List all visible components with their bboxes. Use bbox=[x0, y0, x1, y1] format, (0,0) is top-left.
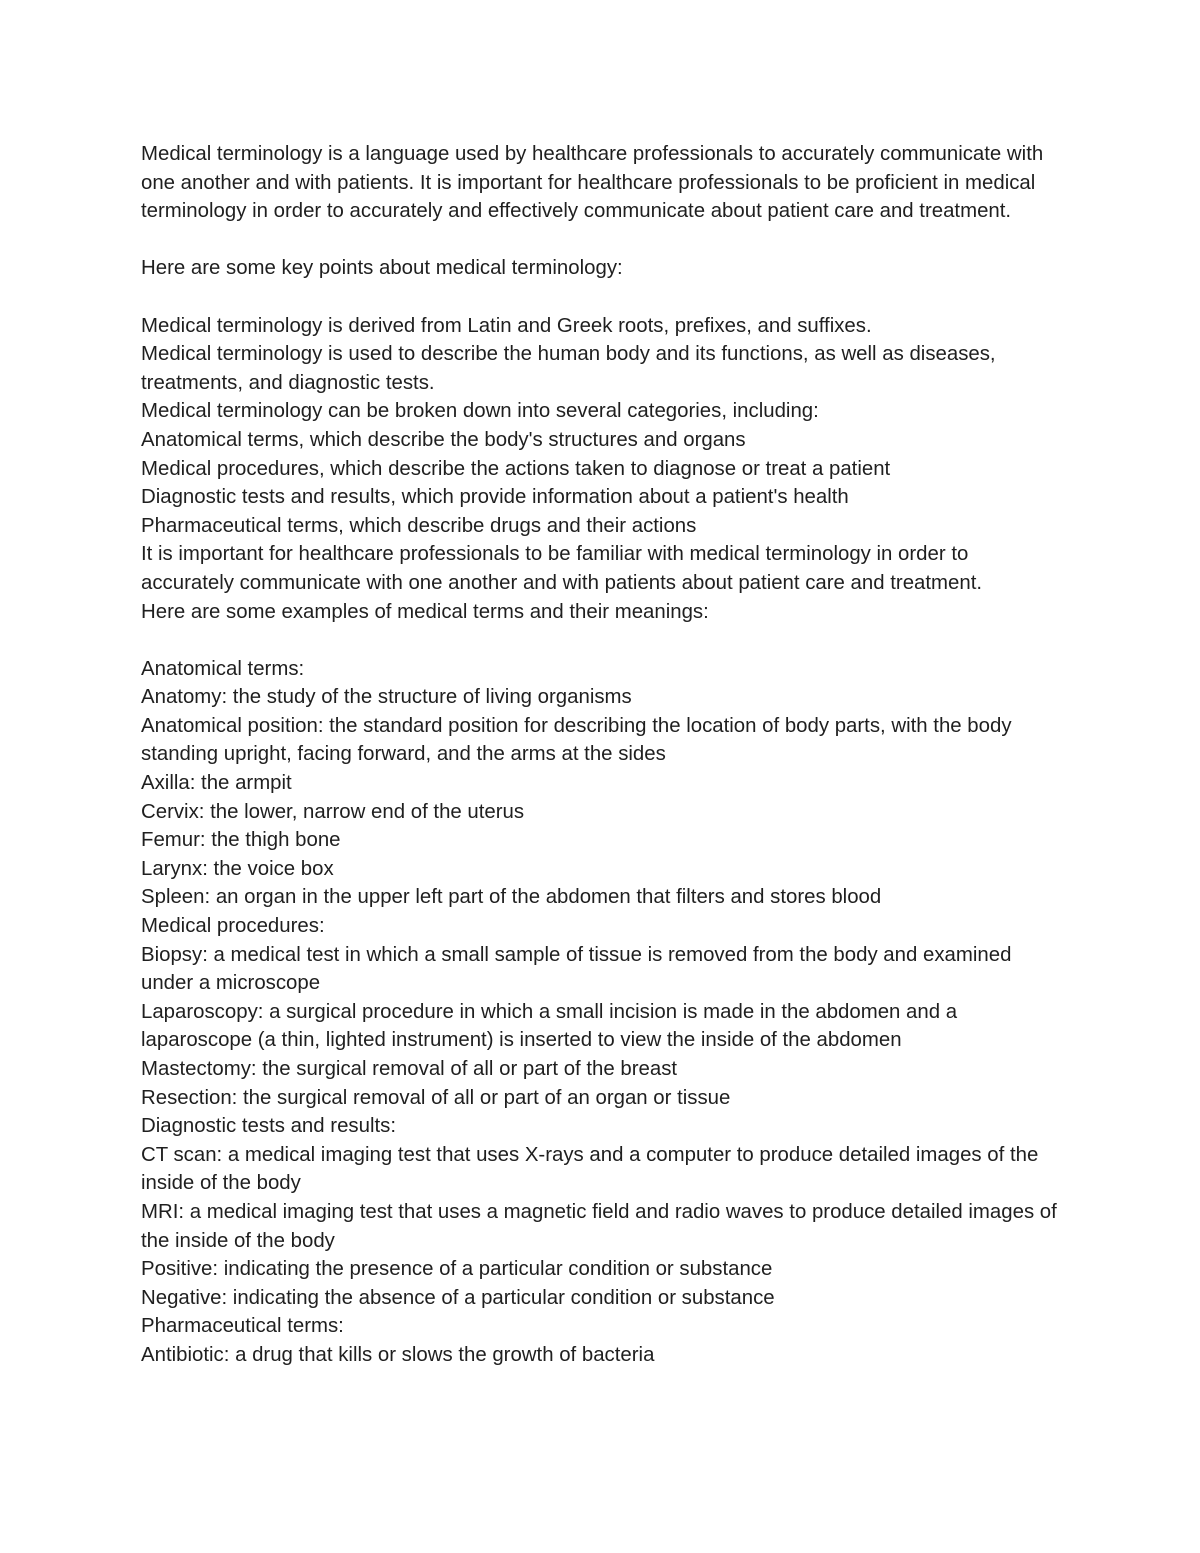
section-heading-pharmaceutical-terms: Pharmaceutical terms: bbox=[141, 1315, 344, 1338]
key-points-intro: Here are some key points about medical terminology: bbox=[141, 257, 623, 280]
term-definition: Mastectomy: the surgical removal of all or part of the breast bbox=[141, 1058, 678, 1080]
blank-line bbox=[141, 626, 1066, 655]
term-definition: Anatomical position: the standard position for describing the location of body parts, with the body standing upright, facing forward, and the arms at the sides bbox=[141, 714, 1012, 766]
text-line: Pharmaceutical terms, which describe drugs and their actions bbox=[141, 514, 697, 537]
intro-paragraph: Medical terminology is a language used by healthcare professionals to accurately communicate with one another and with patients. It is important for healthcare professionals to be proficient in medical terminology in order to accurately and effectively communicate about patient care and treatment. bbox=[141, 143, 1044, 223]
term-definition: Larynx: the voice box bbox=[141, 857, 334, 880]
text-line: Medical terminology is derived from Latin and Greek roots, prefixes, and suffixes. bbox=[141, 314, 872, 337]
section-heading-diagnostic-tests: Diagnostic tests and results: bbox=[141, 1115, 397, 1138]
term-definition: Negative: indicating the absence of a particular condition or substance bbox=[141, 1286, 775, 1309]
examples-intro: Here are some examples of medical terms and their meanings: bbox=[141, 600, 709, 623]
term-definition: Anatomy: the study of the structure of living organisms bbox=[141, 686, 632, 709]
term-definition: CT scan: a medical imaging test that uses X-rays and a computer to produce detailed images of the inside of the body bbox=[141, 1143, 1039, 1195]
term-definition: Antibiotic: a drug that kills or slows the growth of bacteria bbox=[141, 1343, 655, 1366]
term-definition: Positive: indicating the presence of a particular condition or substance bbox=[141, 1258, 773, 1281]
text-line: Medical terminology is used to describe the human body and its functions, as well as diseases, treatments, and diagnostic tests. bbox=[141, 343, 996, 394]
term-definition: MRI: a medical imaging test that uses a magnetic field and radio waves to produce detailed images of the inside of the body bbox=[141, 1200, 1057, 1252]
text-line: Anatomical terms, which describe the body's structures and organs bbox=[141, 428, 746, 451]
text-line: It is important for healthcare professionals to be familiar with medical terminology in order to accurately communicate with one another and with patients about patient care and treatment. bbox=[141, 543, 983, 594]
section-heading-medical-procedures: Medical procedures: bbox=[141, 915, 325, 938]
document-body bbox=[141, 140, 1066, 1370]
term-definition: Laparoscopy: a surgical procedure in which a small incision is made in the abdomen and a laparoscope (a thin, lighted instrument) is inserted to view the inside of the abdomen bbox=[141, 1000, 958, 1052]
term-definition: Spleen: an organ in the upper left part of the abdomen that filters and stores blood bbox=[141, 886, 882, 909]
blank-line bbox=[141, 283, 1066, 312]
term-definition: Resection: the surgical removal of all or part of an organ or tissue bbox=[141, 1086, 731, 1109]
term-definition: Biopsy: a medical test in which a small sample of tissue is removed from the body and examined under a microscope bbox=[141, 943, 1012, 995]
text-line: Medical terminology can be broken down into several categories, including: bbox=[141, 400, 819, 423]
blank-line bbox=[141, 226, 1066, 255]
text-line: Diagnostic tests and results, which provide information about a patient's health bbox=[141, 486, 849, 509]
section-heading-anatomical-terms: Anatomical terms: bbox=[141, 657, 305, 680]
term-definition: Cervix: the lower, narrow end of the uterus bbox=[141, 800, 525, 823]
term-definition: Femur: the thigh bone bbox=[141, 829, 341, 852]
text-line: Medical procedures, which describe the actions taken to diagnose or treat a patient bbox=[141, 457, 891, 480]
term-definition: Axilla: the armpit bbox=[141, 772, 292, 795]
